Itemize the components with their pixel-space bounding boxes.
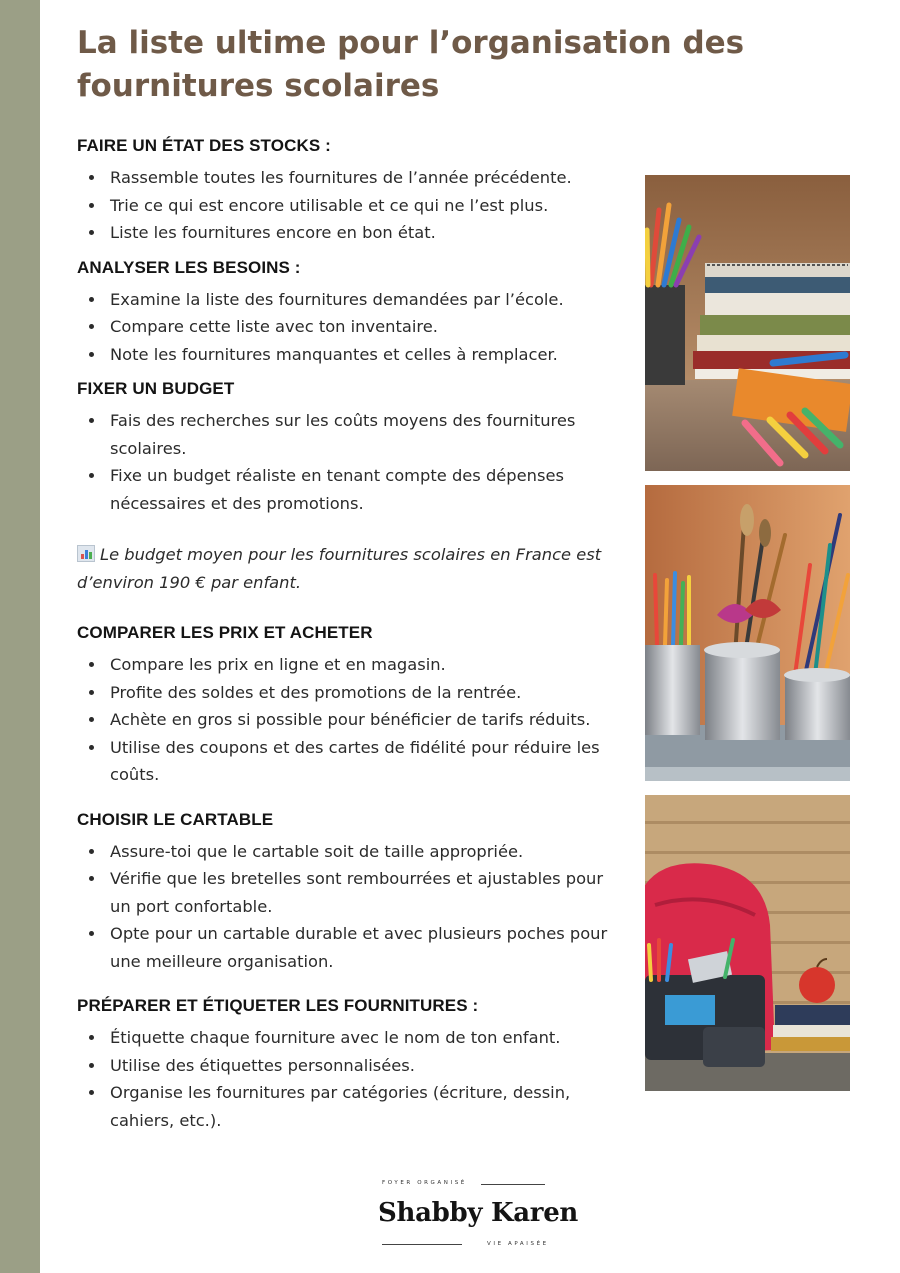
section-title: FIXER UN BUDGET (77, 379, 235, 398)
list-item: Examine la liste des fournitures demandées par l’école. (77, 286, 622, 314)
list-item: Compare cette liste avec ton inventaire. (77, 313, 622, 341)
list-item: Note les fournitures manquantes et celles à remplacer. (77, 341, 622, 369)
brand-logo: Shabby Karen (378, 1198, 579, 1228)
section-title: ANALYSER LES BESOINS : (77, 257, 301, 277)
budget-note (77, 541, 622, 596)
section-etiqueter (77, 991, 622, 1134)
list-item: Vérifie que les bretelles sont rembourrées et ajustables pour un port confortable. (77, 865, 622, 920)
section-cartable (77, 805, 622, 976)
list-item: Achète en gros si possible pour bénéficier de tarifs réduits. (77, 706, 622, 734)
section-title: CHOISIR LE CARTABLE (77, 809, 274, 829)
bullet-list (77, 407, 622, 517)
photo-pencils-books (645, 175, 850, 471)
photo-brushes-cans (645, 485, 850, 781)
logo-tagline-top: FOYER ORGANISÉ (382, 1180, 467, 1186)
section-acheter (77, 618, 622, 789)
list-item: Assure-toi que le cartable soit de taille appropriée. (77, 838, 622, 866)
list-item: Utilise des coupons et des cartes de fidélité pour réduire les coûts. (77, 734, 622, 789)
list-item: Étiquette chaque fourniture avec le nom de ton enfant. (77, 1024, 622, 1052)
list-item: Profite des soldes et des promotions de la rentrée. (77, 679, 622, 707)
logo-divider (481, 1184, 545, 1185)
list-item: Rassemble toutes les fournitures de l’année précédente. (77, 164, 622, 192)
bullet-list (77, 1024, 622, 1134)
logo-divider (382, 1244, 462, 1245)
bullet-list (77, 838, 622, 976)
budget-note-text: Le budget moyen pour les fournitures scolaires en France est d’environ 190 € par enfant. (77, 545, 602, 592)
page-title: La liste ultime pour l’organisation des fournitures scolaires (77, 25, 745, 104)
bar-chart-icon (77, 545, 95, 562)
content-column (77, 131, 622, 1134)
bullet-list (77, 164, 622, 247)
bullet-list (77, 286, 622, 369)
list-item: Trie ce qui est encore utilisable et ce qui ne l’est plus. (77, 192, 622, 220)
list-item: Fais des recherches sur les coûts moyens des fournitures scolaires. (77, 407, 622, 462)
bullet-list (77, 651, 622, 789)
section-title: FAIRE UN ÉTAT DES STOCKS : (77, 136, 331, 155)
section-title: COMPARER LES PRIX ET ACHETER (77, 623, 373, 642)
section-budget (77, 374, 622, 517)
section-besoins (77, 253, 622, 369)
section-stock (77, 131, 622, 247)
list-item: Organise les fournitures par catégories (écriture, dessin, cahiers, etc.). (77, 1079, 622, 1134)
photo-backpack (645, 795, 850, 1091)
list-item: Utilise des étiquettes personnalisées. (77, 1052, 622, 1080)
list-item: Compare les prix en ligne et en magasin. (77, 651, 622, 679)
sidebar-stripe (0, 0, 40, 1273)
list-item: Opte pour un cartable durable et avec plusieurs poches pour une meilleure organisation. (77, 920, 622, 975)
list-item: Liste les fournitures encore en bon état. (77, 219, 622, 247)
list-item: Fixe un budget réaliste en tenant compte des dépenses nécessaires et des promotions. (77, 462, 622, 517)
logo-tagline-bottom: VIE APAISÉE (487, 1241, 549, 1247)
section-title: PRÉPARER ET ÉTIQUETER LES FOURNITURES : (77, 996, 479, 1015)
